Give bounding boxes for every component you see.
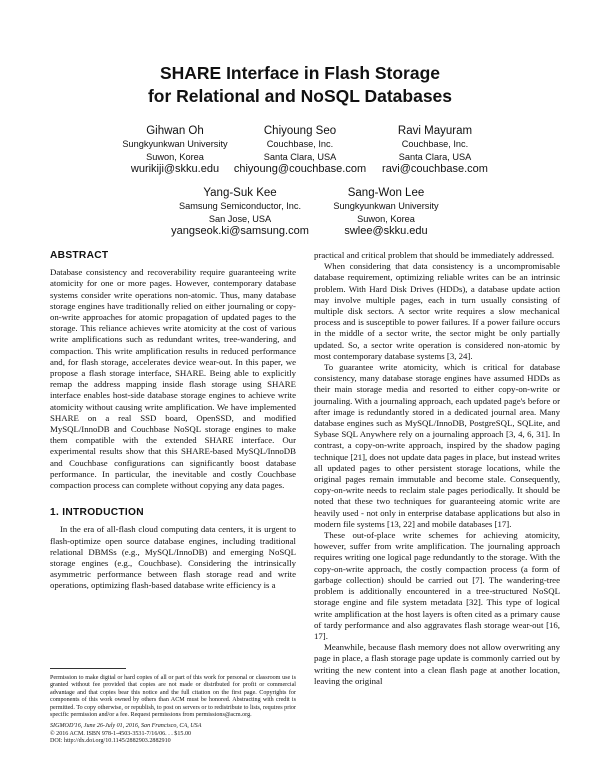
right-column [314, 250, 560, 687]
copyright-footnote [50, 668, 296, 746]
author-location: Suwon, Korea [146, 151, 204, 162]
right-paragraph-3: These out-of-place write schemes for achieving atomicity, however, suffer from write amplification. The journaling approach requires writing one logical page redundantly to the storage. With the copy-on-write approach, the costly compaction process (a form of garbage collection) should be carried out [7]. The wandering-tree problem is additionally encountered in a tree-structured NoSQL storage engine and file system metadata [32]. This type of logical write amplification at the host layers is often cited as a primary cause of tardy performance and also aggravates flash storage wear-out [16, 17]. [314, 530, 560, 641]
author-block-4 [160, 187, 320, 237]
author-name: Yang-Suk Kee [203, 187, 277, 199]
author-affiliation: Couchbase, Inc. [266, 139, 334, 149]
author-location: Santa Clara, USA [398, 151, 472, 162]
paper-title-line-1: SHARE Interface in Flash Storage [159, 63, 441, 83]
author-block-5 [316, 187, 456, 237]
venue-line: SIGMOD'16, June 26-July 01, 2016, San Francisco, CA, USA [50, 723, 202, 730]
abstract-heading: ABSTRACT [50, 250, 109, 261]
author-name: Chiyoung Seo [263, 125, 337, 137]
author-affiliation: Sungkyunkwan University [333, 201, 439, 211]
right-paragraph-4: Meanwhile, because flash memory does not allow overwriting any page in place, a flash storage page update is commonly carried out by writing the new content into a clean flash page at another location, leaving the original [314, 642, 560, 686]
author-name: Ravi Mayuram [397, 125, 473, 137]
author-block-3 [360, 125, 510, 175]
author-name: Sang-Won Lee [347, 187, 425, 199]
author-email[interactable]: wurikiji@skku.edu [130, 163, 220, 175]
footnote-rule [50, 668, 126, 669]
right-paragraph-0: practical and critical problem that should be immediately addressed. [314, 250, 555, 260]
doi-line[interactable]: DOI: http://dx.doi.org/10.1145/2882903.2882910 [50, 738, 171, 745]
left-column [50, 250, 296, 592]
author-affiliation: Sungkyunkwan University [122, 139, 228, 149]
author-affiliation: Couchbase, Inc. [401, 139, 469, 149]
introduction-heading: 1. INTRODUCTION [50, 507, 144, 519]
author-email[interactable]: swlee@skku.edu [344, 225, 428, 237]
permission-notice: Permission to make digital or hard copies of all or part of this work for personal or classroom use is granted without fee provided that copies are not made or distributed for profit or commercial advantage and that copies bear this notice and the full citation on the first page. Copyrights for components of this work owned by others than ACM must be honored. Abstracting with credit is permitted. To copy otherwise, or republish, to post on servers or to redistribute to lists, requires prior specific permission and/or a fee. Request permissions from permissions@acm.org. [50, 675, 296, 719]
author-email[interactable]: yangseok.ki@samsung.com [171, 225, 309, 237]
right-paragraph-1: When considering that data consistency is a uncompromisable database requirement, optimizing reliable writes can be an intrinsic problem. With Hard Disk Drives (HDDs), a database update action may involve multiple pages, each in turn usually consisting of multiple disk sectors. A sector write requires a slow mechanical process and is susceptible to power failures. If a power failure occurs in the middle of a sector write, the sector might be only partially updated. So, a sector write operation is considered non-atomic by most contemporary database systems [3, 24]. [314, 261, 560, 361]
author-name: Gihwan Oh [146, 125, 204, 137]
author-location: San Jose, USA [208, 213, 272, 224]
author-affiliation: Samsung Semiconductor, Inc. [178, 201, 302, 211]
abstract-body: Database consistency and recoverability require guaranteeing write atomicity for one or more pages. However, contemporary database systems consider write operations non-atomic. Thus, many database storage engines have traditionally relied on either journaling or copy-on-write approaches for atomic propagation of updated pages to the storage. This reliance achieves write atomicity at the cost of various write amplifications such as redundant writes, tree-wandering, and compaction. This write amplification results in reduced performance and, for flash storage, accelerates device wear-out. In this paper, we propose a flash storage interface, SHARE. Being able to explicitly remap the address mapping inside flash storage using SHARE interface enables host-side database storage engines to achieve write atomicity without causing write amplification. We have implemented SHARE on a real SSD board, OpenSSD, and modified MySQL/InnoDB and Couchbase NoSQL storage engines to make them compatible with the extended SHARE interface. Our experimental results show that this SHARE-based MySQL/InnoDB and Couchbase configurations can significantly boost database performance. In particular, the inevitable and costly Couchbase compaction process can complete without copying any data pages. [50, 267, 296, 491]
paper-title-line-2: for Relational and NoSQL Databases [147, 86, 453, 106]
copyright-line: © 2016 ACM. ISBN 978-1-4503-3531-7/16/06. . . $15.00 [50, 730, 192, 737]
introduction-paragraph: In the era of all-flash cloud computing data centers, it is urgent to flash-optimize open source database engines, including traditional relational DBMSs (e.g., MySQL/InnoDB) and emerging NoSQL storage engines (e.g., Couchbase). Considering the intrinsically asymmetric performance between flash storage read and write operations, optimizing flash-based database write efficiency is a [50, 524, 296, 591]
author-location: Suwon, Korea [357, 213, 415, 224]
right-paragraph-2: To guarantee write atomicity, which is critical for database consistency, many database storage engines have assumed HDDs as their main storage media and resorted to either copy-on-write or journaling. With a journaling approach, each updated page's before or after image is redundantly stored in a dedicated journal area. Many database engines such as MySQL/InnoDB, PostgreSQL, SQLite, and Sybase SQL Anywhere rely on a journaling approach [3, 4, 6, 31]. In contrast, a copy-on-write approach, inspired by the shadow paging technique [21], does not update data pages in place, but instead writes all updated pages to other persistent storage locations, while the original pages remain immutable and become stale. Consequently, copy-on-write needs to reclaim stale pages periodically. It should be noted that these two techniques for guaranteeing atomic write are heavily used - not only in enterprise database applications but also in modern file systems [13, 22] and mobile databases [17]. [314, 362, 560, 529]
author-email[interactable]: ravi@couchbase.com [382, 163, 488, 175]
author-email[interactable]: chiyoung@couchbase.com [233, 163, 367, 175]
author-block-2 [222, 125, 378, 175]
author-location: Santa Clara, USA [263, 151, 337, 162]
